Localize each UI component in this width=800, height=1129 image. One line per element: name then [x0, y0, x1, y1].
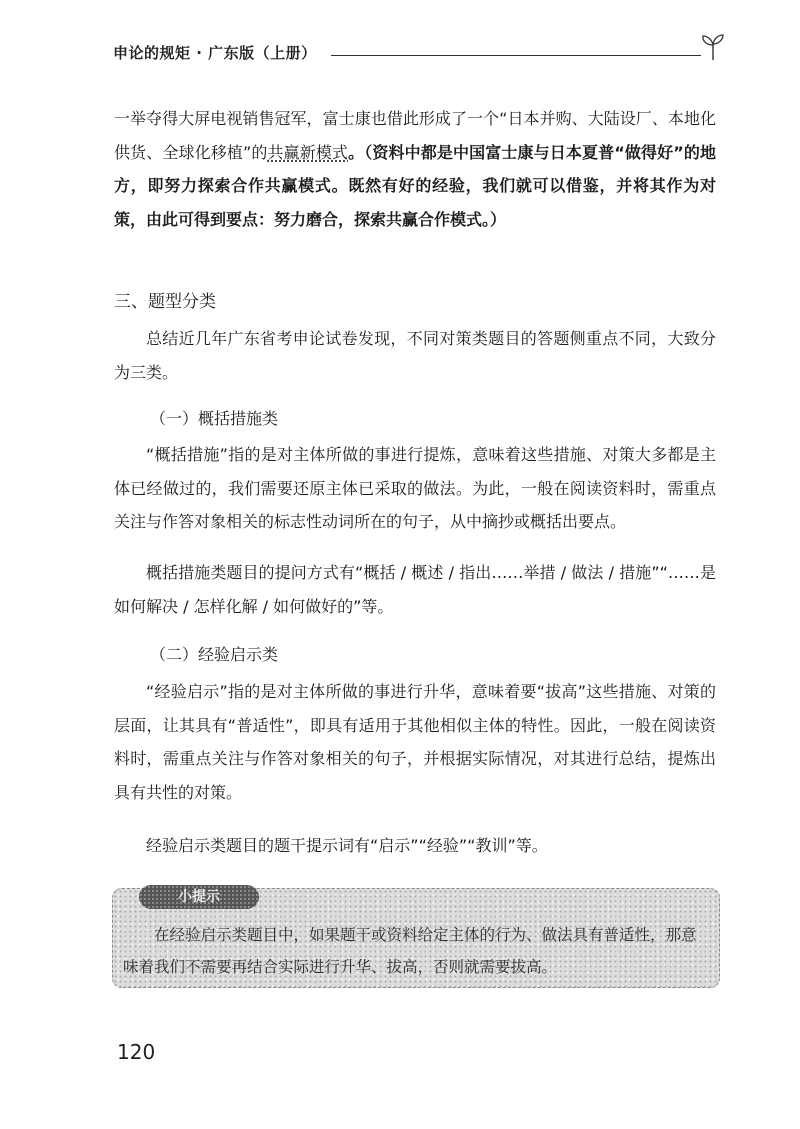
tip-text: 在经验启示类题目中，如果题干或资料给定主体的行为、做法具有普适性，那意味着我们不需要再结合实际进行升华、拔高，否则就需要拔高。 — [123, 926, 697, 976]
sub2-paragraph-1: “经验启示”指的是对主体所做的事进行升华，意味着要“拔高”这些措施、对策的层面，让其具有“普适性”，即具有适用于其他相似主体的特性。因此，一般在阅读资料时，需重点关注与作答对象相关的句子，并根据实际情况，对其进行总结，提炼出具有共性的对策。 — [114, 682, 716, 802]
subheading-2: （二）经验启示类 — [150, 645, 279, 664]
section-heading: 三、题型分类 — [114, 292, 216, 312]
subheading-1: （一）概括措施类 — [150, 409, 279, 428]
para1-text: 一举夺得大屏电视销售冠军，富士康也借此形成了一个“日本并购、大陆设厂、本地化供货、全球化移植”的 — [114, 109, 716, 162]
sub1-paragraph-1: “概括措施”指的是对主体所做的事进行提炼，意味着这些措施、对策大多都是主体已经做过的，我们需要还原主体已采取的做法。为此，一般在阅读资料时，需重点关注与作答对象相关的标志性动词所在的句子，从中摘抄或概括出要点。 — [114, 445, 716, 531]
paragraph-continuation — [114, 102, 716, 236]
sprout-icon — [697, 32, 729, 62]
tip-box — [112, 888, 720, 988]
section-intro: 总结近几年广东省考申论试卷发现，不同对策类题目的答题侧重点不同，大致分为三类。 — [114, 329, 716, 382]
page-number: 120 — [117, 1040, 156, 1064]
para1-underlined: 共赢新模式 — [267, 142, 349, 162]
header-rule — [331, 55, 701, 56]
page-header — [113, 32, 723, 66]
tip-label: 小提示 — [139, 885, 259, 909]
running-title: 申论的规矩 · 广东版（上册） — [113, 44, 317, 62]
para1-bold-note: 。（资料中都是中国富士康与日本夏普“做得好”的地方，即努力探索合作共赢模式。既然有好的经验，我们就可以借鉴，并将其作为对策，由此可得到要点：努力磨合，探索共赢合作模式。） — [114, 142, 716, 229]
sub1-paragraph-2: 概括措施类题目的提问方式有“概括 / 概述 / 指出……举措 / 做法 / 措施”“……是如何解决 / 怎样化解 / 如何做好的”等。 — [114, 563, 716, 616]
sub2-paragraph-2: 经验启示类题目的题干提示词有“启示”“经验”“教训”等。 — [146, 836, 548, 855]
